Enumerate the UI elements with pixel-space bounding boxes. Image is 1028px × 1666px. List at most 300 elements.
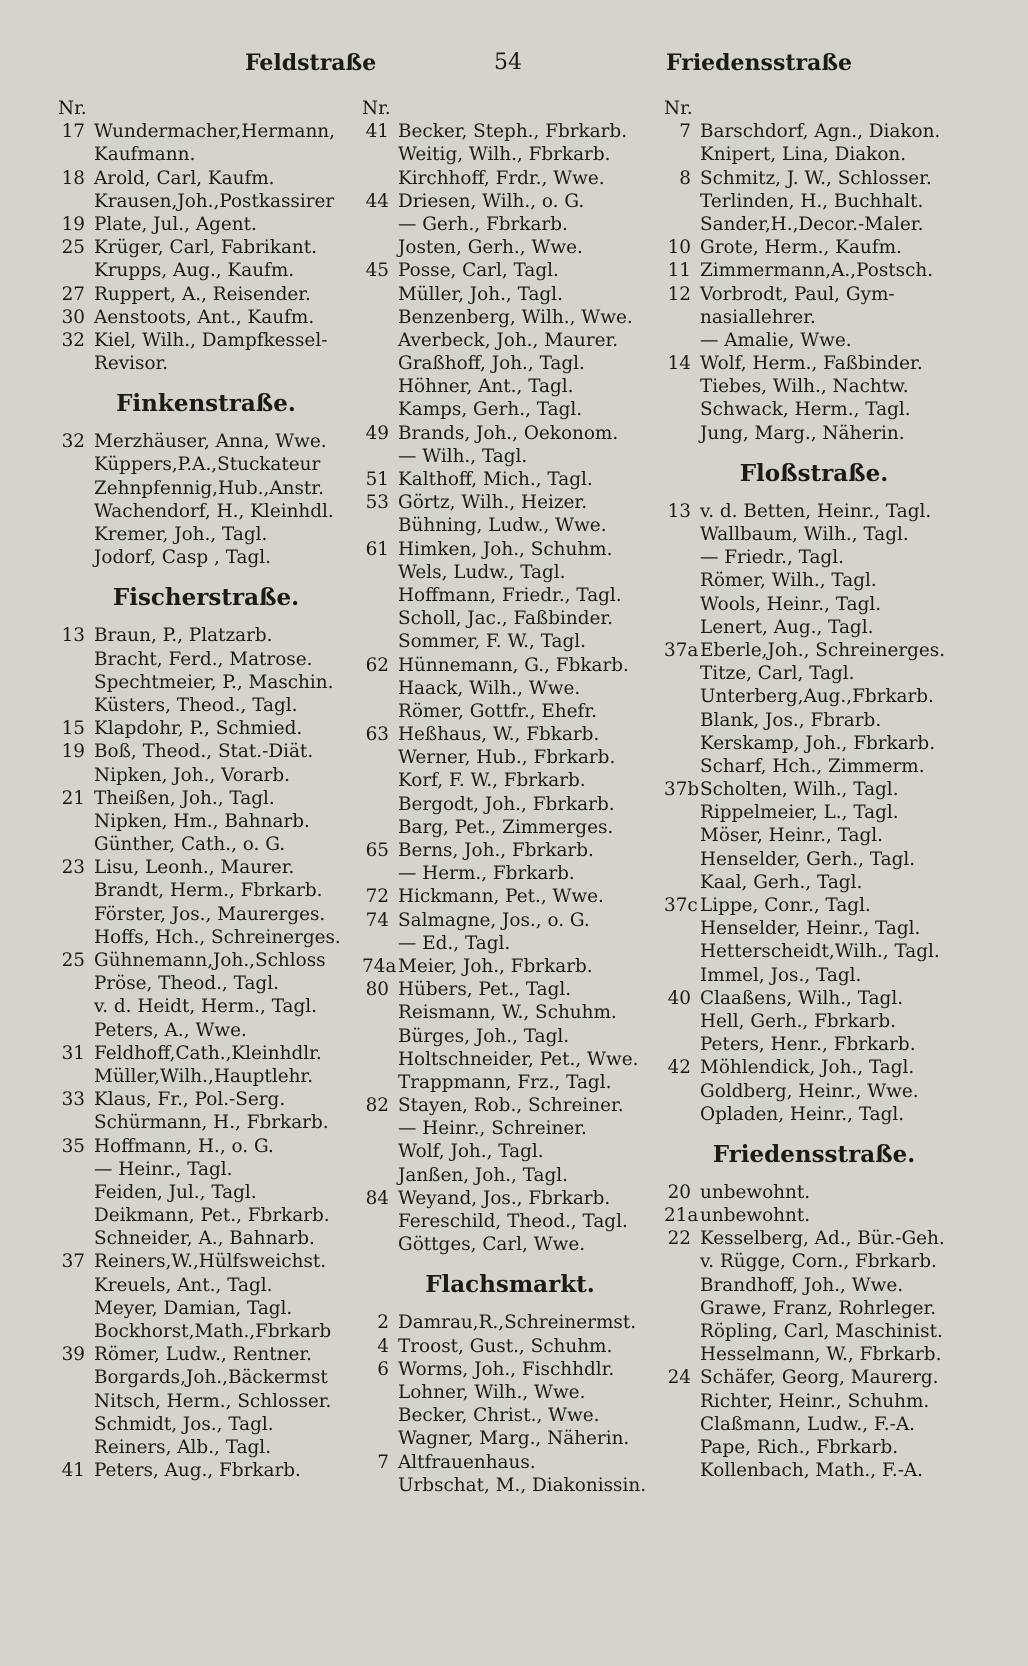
resident-entry: Spechtmeier, P., Maschin. (94, 671, 334, 693)
house-number (664, 1390, 691, 1413)
header-street-right: Friedensstraße (666, 50, 853, 76)
house-number (664, 1010, 691, 1033)
house-number: 44 (365, 190, 389, 212)
resident-entry: Schäfer, Georg, Maurerg. (700, 1367, 939, 1389)
entry-row (362, 213, 658, 236)
house-number (362, 1474, 389, 1497)
page-header (0, 50, 1028, 86)
entry-row (664, 120, 964, 143)
entry-row (664, 1204, 964, 1227)
resident-entry: Kollenbach, Math., F.-A. (700, 1460, 924, 1482)
house-number: 20 (667, 1181, 691, 1203)
entry-row (362, 700, 658, 723)
entry-row (362, 1233, 658, 1256)
entry-row (362, 862, 658, 885)
entry-row (362, 1404, 658, 1427)
entry-row (664, 1390, 964, 1413)
entry-row (664, 685, 964, 708)
entry-row (58, 500, 354, 523)
resident-entry: Driesen, Wilh., o. G. (398, 190, 585, 212)
entry-row (362, 1140, 658, 1163)
resident-entry: Grote, Herm., Kaufm. (700, 237, 902, 259)
entry-row (664, 190, 964, 213)
house-number (664, 213, 691, 236)
entry-row (362, 839, 658, 862)
entry-row (362, 561, 658, 584)
resident-entry: Zimmermann,A.,Postsch. (700, 260, 934, 282)
entry-row (362, 654, 658, 677)
entry-row (664, 732, 964, 755)
entry-row (664, 709, 964, 732)
resident-entry: Eberle,Joh., Schreinerges. (700, 639, 946, 661)
entry-row (58, 1413, 354, 1436)
entry-row (58, 1042, 354, 1065)
resident-entry: Hoffs, Hch., Schreinerges. (94, 926, 341, 948)
house-number (362, 1071, 389, 1094)
house-number (664, 685, 691, 708)
house-number (664, 732, 691, 755)
house-number: 30 (61, 306, 85, 328)
entry-row (664, 329, 964, 352)
entry-row (664, 1033, 964, 1056)
resident-entry: Jung, Marg., Näherin. (700, 422, 905, 444)
house-number (58, 500, 85, 523)
entry-row (58, 1274, 354, 1297)
house-number (362, 445, 389, 468)
resident-entry: Schwack, Herm., Tagl. (700, 399, 911, 421)
resident-entry: Kaufmann. (94, 144, 196, 166)
resident-entry: Weyand, Jos., Fbrkarb. (398, 1187, 611, 1209)
house-number: 63 (365, 724, 389, 746)
entry-row (58, 190, 354, 213)
entry-row (362, 1164, 658, 1187)
house-number (58, 810, 85, 833)
resident-entry: Scharf, Hch., Zimmerm. (700, 755, 925, 777)
house-number (664, 306, 691, 329)
entry-row (664, 422, 964, 445)
entry-row (58, 1158, 354, 1181)
resident-entry: Reismann, W., Schuhm. (398, 1002, 617, 1024)
house-number (362, 143, 389, 166)
house-number (664, 1436, 691, 1459)
entry-row (664, 987, 964, 1010)
resident-entry: Barg, Pet., Zimmerges. (398, 816, 614, 838)
house-number: 40 (667, 987, 691, 1009)
entry-row (362, 283, 658, 306)
resident-entry: Kremer, Joh., Tagl. (94, 524, 268, 546)
resident-entry: Wachendorf, H., Kleinhdl. (94, 500, 334, 522)
resident-entry: Posse, Carl, Tagl. (398, 260, 559, 282)
entry-row (58, 352, 354, 375)
entry-row (664, 283, 964, 306)
entry-row (58, 1088, 354, 1111)
house-number: 19 (61, 213, 85, 235)
house-number (664, 801, 691, 824)
entry-row (58, 1297, 354, 1320)
entry-row (664, 398, 964, 421)
entry-row (362, 352, 658, 375)
house-number: 17 (61, 121, 85, 143)
entry-row (664, 1080, 964, 1103)
resident-entry: Görtz, Wilh., Heizer. (398, 492, 588, 514)
entry-row (362, 1071, 658, 1094)
resident-entry: unbewohnt. (700, 1205, 811, 1227)
house-number (58, 1390, 85, 1413)
resident-entry: Boß, Theod., Stat.-Diät. (94, 741, 314, 763)
resident-entry: Zehnpfennig,Hub.,Anstr. (94, 477, 324, 499)
house-number: 49 (365, 422, 389, 444)
resident-entry: Tiebes, Wilh., Nachtw. (700, 376, 909, 398)
entry-row (664, 964, 964, 987)
house-number (58, 453, 85, 476)
house-number: 11 (667, 260, 691, 282)
resident-entry: Kirchhoff, Frdr., Wwe. (398, 167, 605, 189)
entry-row (58, 283, 354, 306)
resident-entry: Brandhoff, Joh., Wwe. (700, 1274, 904, 1296)
house-number (664, 709, 691, 732)
house-number: 21 (61, 787, 85, 809)
house-number (58, 972, 85, 995)
street-heading: Flachsmarkt. (425, 1271, 595, 1299)
entry-row (362, 491, 658, 514)
entry-row (58, 1065, 354, 1088)
house-number (664, 824, 691, 847)
house-number (664, 546, 691, 569)
house-number (58, 1111, 85, 1134)
resident-entry: Arold, Carl, Kaufm. (94, 167, 275, 189)
entry-row (362, 1187, 658, 1210)
house-number (362, 862, 389, 885)
house-number (664, 1343, 691, 1366)
entry-row (362, 955, 658, 978)
house-number (58, 694, 85, 717)
resident-entry: Revisor. (94, 353, 169, 375)
house-number: 7 (377, 1451, 389, 1473)
entry-row (362, 1311, 658, 1334)
entry-row (362, 236, 658, 259)
house-number: 74a (362, 955, 397, 977)
column-3 (664, 97, 964, 1482)
house-number (664, 917, 691, 940)
entry-row (58, 213, 354, 236)
entry-row (362, 1451, 658, 1474)
entry-row (664, 1181, 964, 1204)
entry-row (362, 1094, 658, 1117)
house-number (362, 1404, 389, 1427)
house-number (664, 940, 691, 963)
house-number: 37 (61, 1251, 85, 1273)
house-number: 21a (664, 1205, 699, 1227)
resident-entry: Wundermacher,Hermann, (94, 121, 335, 143)
entry-row (58, 1343, 354, 1366)
entry-row (664, 616, 964, 639)
resident-entry: Hetterscheidt,Wilh., Tagl. (700, 941, 940, 963)
house-number: 32 (61, 329, 85, 351)
resident-entry: Weitig, Wilh., Fbrkarb. (398, 144, 611, 166)
house-number: 62 (365, 654, 389, 676)
house-number (664, 523, 691, 546)
entry-row (664, 236, 964, 259)
resident-entry: Brands, Joh., Oekonom. (398, 422, 619, 444)
house-number (664, 1413, 691, 1436)
entry-row (664, 1459, 964, 1482)
house-number (664, 569, 691, 592)
house-number (58, 546, 85, 569)
resident-entry: Wolf, Herm., Faßbinder. (700, 353, 923, 375)
resident-entry: Worms, Joh., Fischhdlr. (398, 1358, 615, 1380)
house-number (362, 584, 389, 607)
house-number: 24 (667, 1367, 691, 1389)
page-number: 54 (494, 50, 522, 75)
house-number (664, 848, 691, 871)
resident-entry: Bergodt, Joh., Fbrkarb. (398, 793, 615, 815)
house-number: 10 (667, 237, 691, 259)
resident-entry: Holtschneider, Pet., Wwe. (398, 1048, 639, 1070)
entry-row (58, 1436, 354, 1459)
house-number (362, 630, 389, 653)
entry-row (362, 468, 658, 491)
resident-entry: Bürges, Joh., Tagl. (398, 1025, 570, 1047)
resident-entry: — Heinr., Schreiner. (398, 1118, 587, 1140)
house-number (362, 236, 389, 259)
entry-row (58, 1204, 354, 1227)
entry-row (664, 894, 964, 917)
entry-row (362, 1117, 658, 1140)
entry-row (58, 259, 354, 282)
resident-entry: Claaßens, Wilh., Tagl. (700, 987, 904, 1009)
house-number (362, 1210, 389, 1233)
resident-entry: Becker, Steph., Fbrkarb. (398, 121, 628, 143)
house-number (362, 1001, 389, 1024)
resident-entry: Peters, Henr., Fbrkarb. (700, 1034, 916, 1056)
entry-row (664, 1103, 964, 1126)
resident-entry: Möser, Heinr., Tagl. (700, 825, 883, 847)
resident-entry: Urbschat, M., Diakonissin. (398, 1474, 647, 1496)
house-number: 37c (664, 895, 698, 917)
house-number (58, 1366, 85, 1389)
house-number: 33 (61, 1089, 85, 1111)
entry-row (362, 769, 658, 792)
house-number: 41 (61, 1460, 85, 1482)
resident-entry: Gühnemann,Joh.,Schloss (94, 950, 326, 972)
entry-row (362, 1335, 658, 1358)
entry-row (664, 1343, 964, 1366)
resident-entry: Höhner, Ant., Tagl. (398, 376, 574, 398)
house-number (58, 648, 85, 671)
entry-row (664, 500, 964, 523)
resident-entry: — Gerh., Fbrkarb. (398, 213, 568, 235)
house-number (58, 764, 85, 787)
entry-row (58, 546, 354, 569)
house-number (664, 375, 691, 398)
resident-entry: Kalthoff, Mich., Tagl. (398, 469, 593, 491)
entry-row (664, 1274, 964, 1297)
entry-row (58, 306, 354, 329)
house-number (664, 1250, 691, 1273)
resident-entry: — Herm., Fbrkarb. (398, 863, 575, 885)
resident-entry: Henselder, Heinr., Tagl. (700, 918, 921, 940)
resident-entry: Stayen, Rob., Schreiner. (398, 1095, 624, 1117)
resident-entry: Sommer, F. W., Tagl. (398, 631, 587, 653)
house-number: 22 (667, 1228, 691, 1250)
resident-entry: Hoffmann, Friedr., Tagl. (398, 584, 622, 606)
resident-entry: Barschdorf, Agn., Diakon. (700, 121, 941, 143)
entry-row (58, 1366, 354, 1389)
entry-row (58, 694, 354, 717)
resident-entry: Klaus, Fr., Pol.-Serg. (94, 1089, 286, 1111)
house-number (362, 769, 389, 792)
entry-row (58, 1227, 354, 1250)
resident-entry: Salmagne, Jos., o. G. (398, 909, 590, 931)
house-number: 19 (61, 741, 85, 763)
resident-entry: Jodorf, Casp , Tagl. (94, 547, 272, 569)
house-number (58, 1227, 85, 1250)
resident-entry: Schmitz, J. W., Schlosser. (700, 167, 932, 189)
resident-entry: — Ed., Tagl. (398, 932, 511, 954)
entry-row (58, 1111, 354, 1134)
entry-row (362, 630, 658, 653)
resident-entry: Wels, Ludw., Tagl. (398, 561, 566, 583)
entry-row (362, 445, 658, 468)
house-number (362, 1048, 389, 1071)
entry-row (362, 746, 658, 769)
entry-row (362, 1048, 658, 1071)
resident-entry: Hünnemann, G., Fbkarb. (398, 654, 629, 676)
house-number: 2 (377, 1312, 389, 1334)
house-number: 23 (61, 857, 85, 879)
street-heading: Friedensstraße. (712, 1140, 916, 1168)
entry-row (664, 755, 964, 778)
entry-row (664, 306, 964, 329)
house-number (58, 1204, 85, 1227)
entry-row (58, 1250, 354, 1273)
resident-entry: Werner, Hub., Fbrkarb. (398, 747, 616, 769)
resident-entry: Bockhorst,Math.,Fbrkarb (94, 1321, 332, 1343)
entry-row (362, 816, 658, 839)
resident-entry: Meyer, Damian, Tagl. (94, 1297, 293, 1319)
house-number (362, 352, 389, 375)
entry-row (362, 120, 658, 143)
house-number (58, 143, 85, 166)
resident-entry: Kerskamp, Joh., Fbrkarb. (700, 732, 936, 754)
resident-entry: Feiden, Jul., Tagl. (94, 1181, 257, 1203)
entry-row (362, 885, 658, 908)
house-number (362, 1427, 389, 1450)
house-number (58, 926, 85, 949)
entry-row (58, 624, 354, 647)
resident-entry: Bühning, Ludw., Wwe. (398, 515, 607, 537)
entry-row (58, 143, 354, 166)
house-number (362, 167, 389, 190)
entry-row (362, 306, 658, 329)
entry-row (58, 879, 354, 902)
house-number: 61 (365, 538, 389, 560)
house-number: 37b (664, 779, 700, 801)
resident-entry: — Wilh., Tagl. (398, 445, 528, 467)
entry-row (664, 1056, 964, 1079)
entry-row (58, 1390, 354, 1413)
entry-row (58, 1135, 354, 1158)
house-number (664, 871, 691, 894)
entry-row (58, 833, 354, 856)
resident-entry: Brandt, Herm., Fbrkarb. (94, 880, 323, 902)
house-number: 4 (377, 1335, 389, 1357)
house-number (58, 1320, 85, 1343)
resident-entry: Blank, Jos., Fbrarb. (700, 709, 882, 731)
house-number (58, 879, 85, 902)
house-number: 39 (61, 1344, 85, 1366)
entry-row (664, 1297, 964, 1320)
house-number: 25 (61, 237, 85, 259)
entry-row (362, 607, 658, 630)
resident-entry: unbewohnt. (700, 1181, 811, 1203)
entry-row (664, 593, 964, 616)
resident-entry: Wools, Heinr., Tagl. (700, 593, 882, 615)
house-number (664, 1459, 691, 1482)
house-number (362, 1140, 389, 1163)
resident-entry: Möhlendick, Joh., Tagl. (700, 1057, 915, 1079)
house-number (58, 1181, 85, 1204)
entry-row (58, 453, 354, 476)
resident-entry: Lohner, Wilh., Wwe. (398, 1381, 586, 1403)
resident-entry: Opladen, Heinr., Tagl. (700, 1103, 905, 1125)
resident-entry: Krüger, Carl, Fabrikant. (94, 237, 318, 259)
resident-entry: Kesselberg, Ad., Bür.-Geh. (700, 1228, 945, 1250)
entry-row (58, 810, 354, 833)
house-number (58, 1297, 85, 1320)
house-number (58, 1413, 85, 1436)
house-number: 7 (679, 121, 691, 143)
entry-row (362, 259, 658, 282)
entry-row (664, 143, 964, 166)
entry-row (362, 143, 658, 166)
street-heading: Fischerstraße. (112, 584, 300, 612)
entry-row (362, 1358, 658, 1381)
house-number (58, 190, 85, 213)
resident-entry: Schürmann, H., Fbrkarb. (94, 1112, 329, 1134)
entry-row (58, 949, 354, 972)
resident-entry: Janßen, Joh., Tagl. (398, 1164, 569, 1186)
entry-row (664, 801, 964, 824)
entry-row (362, 1381, 658, 1404)
entry-row (664, 375, 964, 398)
resident-entry: Ruppert, A., Reisender. (94, 283, 311, 305)
house-number (58, 352, 85, 375)
resident-entry: Fereschild, Theod., Tagl. (398, 1211, 628, 1233)
resident-entry: Berns, Joh., Fbrkarb. (398, 840, 594, 862)
resident-entry: Krausen,Joh.,Postkassirer (94, 190, 335, 212)
resident-entry: Nipken, Joh., Vorarb. (94, 764, 290, 786)
house-number: 45 (365, 260, 389, 282)
resident-entry: Peters, Aug., Fbrkarb. (94, 1460, 301, 1482)
resident-entry: Terlinden, H., Buchhalt. (700, 190, 924, 212)
resident-entry: Nipken, Hm., Bahnarb. (94, 810, 310, 832)
house-number (362, 329, 389, 352)
entry-row (664, 824, 964, 847)
house-number (58, 1065, 85, 1088)
house-number (362, 700, 389, 723)
house-number (362, 746, 389, 769)
resident-entry: Müller, Joh., Tagl. (398, 283, 563, 305)
house-number (664, 964, 691, 987)
entry-row (664, 848, 964, 871)
entry-row (362, 329, 658, 352)
entry-row (664, 1320, 964, 1343)
house-number: 35 (61, 1135, 85, 1157)
resident-entry: Heßhaus, W., Fbkarb. (398, 724, 600, 746)
house-number (362, 398, 389, 421)
entry-row (58, 523, 354, 546)
